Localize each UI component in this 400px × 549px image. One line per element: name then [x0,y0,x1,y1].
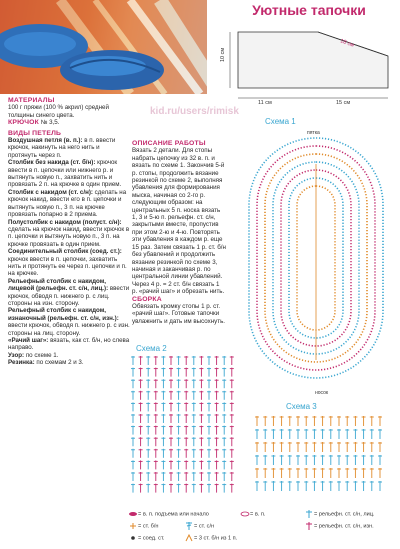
legend-item: = в. п. подъема или начало [128,510,209,518]
schema3-title: Схема 3 [286,402,317,411]
schema2-diagram [128,352,240,500]
legend-item: = рельефн. ст. с/н, изн. [314,523,374,530]
pattern-bottom-left-label: 11 см [258,100,272,106]
work-heading: ОПИСАНИЕ РАБОТЫ [132,140,206,147]
loops-list [8,137,130,367]
loop-definition: Рельефный столбик с накидом, лицевой (рельефн. ст. с/н, лиц.): ввести крючок, обводя п. нижнего р. с лиц. стороны на изн. сторону. [8,277,130,307]
legend-item: = ст. б/н [138,523,159,530]
schema2-title: Схема 2 [136,344,167,353]
loop-definition: Соединительный столбик (соед. ст.): крючок ввести в п. цепочки, захватить нить и протянуть ее через п. цепочки и п. на крючке. [8,248,127,278]
loop-definition: Резинка: по схемам 2 и 3. [8,359,84,367]
left-column [8,97,130,367]
materials-text: 100 г пряжи (100 % акрил) средней толщины синего цвета. [8,104,109,119]
legend-item: = соед. ст. [128,534,164,542]
materials-heading: МАТЕРИАЛЫ [8,97,55,104]
schema1-diagram [235,124,397,400]
loop-definition: Столбик с накидом (ст. с/н): сделать на крючок накид, ввести его в п. цепочки и вытянуть новую п., 3 п. на крючке провязать попарно в 2 приема. [8,188,127,219]
hook-value: № 3,5. [40,119,60,127]
schema3-diagram [252,410,392,500]
slippers-illustration [0,0,207,94]
legend-item: = рельефн. ст. с/н, лиц. [314,511,375,518]
slipper-pattern-diagram [212,18,398,106]
loop-definition: Воздушная петля (в. п.): в п. ввести крючок, накинуть на него нить и протянуть через п. [8,137,116,159]
legend-item: = ст. с/н [184,522,214,530]
loop-definition: «Рачий шаг»: вязать, как ст. б/н, но слева направо. [8,337,130,352]
loop-definition: Узор: по схеме 1. [8,351,59,359]
pattern-height-label: 10 см [220,47,226,62]
legend-item: = в. п. [240,510,265,518]
loop-definition: Рельефный столбик с накидом, изнаночный (рельефн. ст. с/н, изн.): ввести крючок, обводя п. нижнего р. с изн. стороны на лиц. сторону. [8,307,130,337]
slippers-photo [0,0,207,94]
pattern-bottom-right-label: 15 см [336,100,351,106]
assembly-text: Обвязать кромку стопы 1 р. ст. «рачий шаг». Готовые тапочки увлажнить и дать им высохнуть. [132,302,226,325]
loop-definition: Полустолбик с накидом (полуст. с/н): сделать на крючок накид, ввести крючок в п. цепочки и вытянуть новую п., 3 п. на крючке провязать в один прием. [8,218,130,248]
page-title: Уютные тапочки [252,2,366,18]
legend-item: = 3 ст. б/н из 1 п. [184,534,237,542]
schema1-bottom-label: носок [315,390,329,396]
symbols-legend [128,508,398,544]
schema1-top-label: пятка [307,130,320,136]
hook-label: КРЮЧОК [8,119,40,127]
middle-column [132,140,226,325]
work-text: Вязать 2 детали. Для стопы набрать цепочку из 32 в. п. и вязать по схеме 1. Закончив 5-й р. стопы, продолжить вязание резинкой по схеме 2, выполняя убавления для формирования мыска, начиная со 2-го р. следующим образом: на центральных 5 п. носка вязать 1, 3 и 5-ю п. рельефн. ст. с/н, закрытыми вместе, пропустив при этом 2-ю и 4-ю. Повторять эти убавления в каждом р. еще 15 раз. Затем связать 1 р. ст. б/н без убавлений и продолжить вязание резинкой по схеме 3, начиная и заканчивая р. по центральной линии убавлений. Через 4 р. = 2 ст. б/н связать 1 р. «рачий шаг» и обрезать нить. [132,147,226,296]
loop-definition: Столбик без накида (ст. б/н): крючок ввести в п. цепочки или нижнего р. и вытянуть новую п., захватить нить и провязать 2 п. на крючке в один прием. [8,159,122,189]
schema1-title: Схема 1 [265,117,296,126]
assembly-heading: СБОРКА [132,295,162,303]
loops-heading: ВИДЫ ПЕТЕЛЬ [8,129,62,137]
pattern-diag-label: 18 см [339,38,355,49]
watermark: kid.ru/users/rimisk [150,106,239,117]
